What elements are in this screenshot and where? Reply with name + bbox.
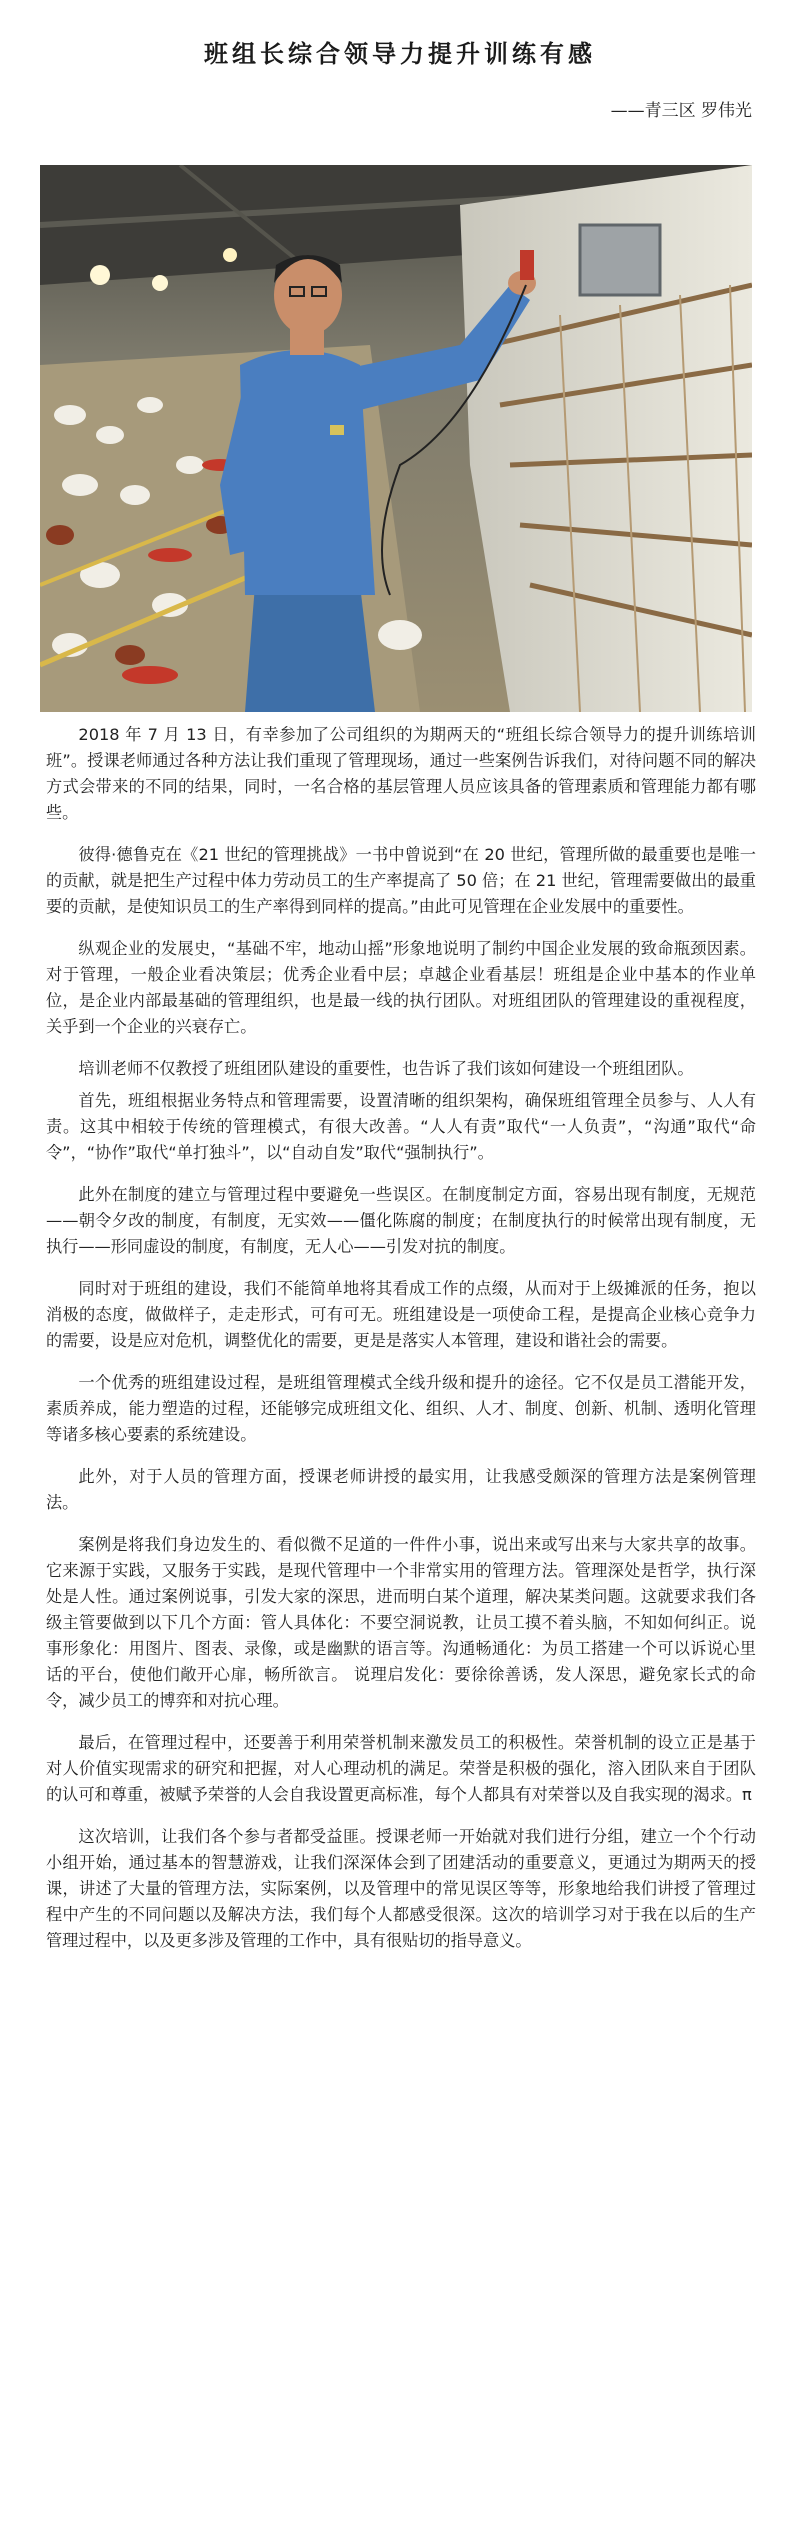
paragraph: 此外，对于人员的管理方面，授课老师讲授的最实用，让我感受颇深的管理方法是案例管理法。 <box>46 1467 756 1512</box>
paragraph: 一个优秀的班组建设过程，是班组管理模式全线升级和提升的途径。它不仅是员工潜能开发，素质养成，能力塑造的过程，还能够完成班组文化、组织、人才、制度、创新、机制、透明化管理等诸多核心要素的系统建设。 <box>46 1373 756 1444</box>
paragraph: 最后，在管理过程中，还要善于利用荣誉机制来激发员工的积极性。荣誉机制的设立正是基于对人价值实现需求的研究和把握，对人心理动机的满足。荣誉是积极的强化，溶入团队来自于团队的认可和尊重，被赋予荣誉的人会自我设置更高标准，每个人都具有对荣誉以及自我实现的渴求。π <box>46 1733 756 1804</box>
article-byline: ——青三区 罗伟光 <box>610 101 752 121</box>
paragraph: 同时对于班组的建设，我们不能简单地将其看成工作的点缀，从而对于上级摊派的任务，抱以消极的态度，做做样子，走走形式，可有可无。班组建设是一项使命工程，是提高企业核心竞争力的需要，设是应对危机，调整优化的需要，更是是落实人本管理，建设和谐社会的需要。 <box>46 1279 756 1350</box>
article-title: 班组长综合领导力提升训练有感 <box>204 39 596 68</box>
farm-worker-photo <box>40 165 752 712</box>
paragraph: 此外在制度的建立与管理过程中要避免一些误区。在制度制定方面，容易出现有制度，无规范——朝令夕改的制度，有制度，无实效——僵化陈腐的制度；在制度执行的时候常出现有制度，无执行——形同虚设的制度，有制度，无人心——引发对抗的制度。 <box>46 1185 756 1256</box>
paragraph: 案例是将我们身边发生的、看似微不足道的一件件小事，说出来或写出来与大家共享的故事。它来源于实践，又服务于实践，是现代管理中一个非常实用的管理方法。管理深处是哲学，执行深处是人性。通过案例说事，引发大家的深思，进而明白某个道理，解决某类问题。这就要求我们各级主管要做到以下几个方面：管人具体化：不要空洞说教，让员工摸不着头脑，不知如何纠正。说事形象化：用图片、图表、录像，或是幽默的语言等。沟通畅通化：为员工搭建一个可以诉说心里话的平台，使他们敞开心扉，畅所欲言。 说理启发化：要徐徐善诱，发人深思，避免家长式的命令，减少员工的博弈和对抗心理。 <box>46 1535 756 1710</box>
paragraph: 培训老师不仅教授了班组团队建设的重要性，也告诉了我们该如何建设一个班组团队。 <box>78 1059 694 1078</box>
article-body <box>46 722 756 1970</box>
photo-illustration <box>40 165 752 712</box>
paragraph: 2018 年 7 月 13 日，有幸参加了公司组织的为期两天的“班组长综合领导力的提升训练培训班”。授课老师通过各种方法让我们重现了管理现场，通过一些案例告诉我们，对待问题不同的解决方式会带来的不同的结果，同时，一名合格的基层管理人员应该具备的管理素质和管理能力都有哪些。 <box>46 725 756 822</box>
paragraph: 纵观企业的发展史，“基础不牢，地动山摇”形象地说明了制约中国企业发展的致命瓶颈因素。对于管理，一般企业看决策层；优秀企业看中层；卓越企业看基层！班组是企业中基本的作业单位，是企业内部最基础的管理组织，也是最一线的执行团队。对班组团队的管理建设的重视程度，关乎到一个企业的兴衰存亡。 <box>46 939 756 1036</box>
paragraph: 首先，班组根据业务特点和管理需要，设置清晰的组织架构，确保班组管理全员参与、人人有责。这其中相较于传统的管理模式，有很大改善。“人人有责”取代“一人负责”，“沟通”取代“命令”，“协作”取代“单打独斗”，以“自动自发”取代“强制执行”。 <box>46 1091 756 1162</box>
paragraph: 彼得·德鲁克在《21 世纪的管理挑战》一书中曾说到“在 20 世纪，管理所做的最重要也是唯一的贡献，就是把生产过程中体力劳动员工的生产率提高了 50 倍；在 21 世纪，管理需要做出的最重要的贡献，是使知识员工的生产率得到同样的提高。”由此可见管理在企业发展中的重要性。 <box>46 845 756 916</box>
paragraph: 这次培训，让我们各个参与者都受益匪。授课老师一开始就对我们进行分组，建立一个个行动小组开始，通过基本的智慧游戏，让我们深深体会到了团建活动的重要意义，更通过为期两天的授课，讲述了大量的管理方法，实际案例，以及管理中的常见误区等等，形象地给我们讲授了管理过程中产生的不同问题以及解决方法，我们每个人都感受很深。这次的培训学习对于我在以后的生产管理过程中，以及更多涉及管理的工作中，具有很贴切的指导意义。 <box>46 1827 756 1950</box>
